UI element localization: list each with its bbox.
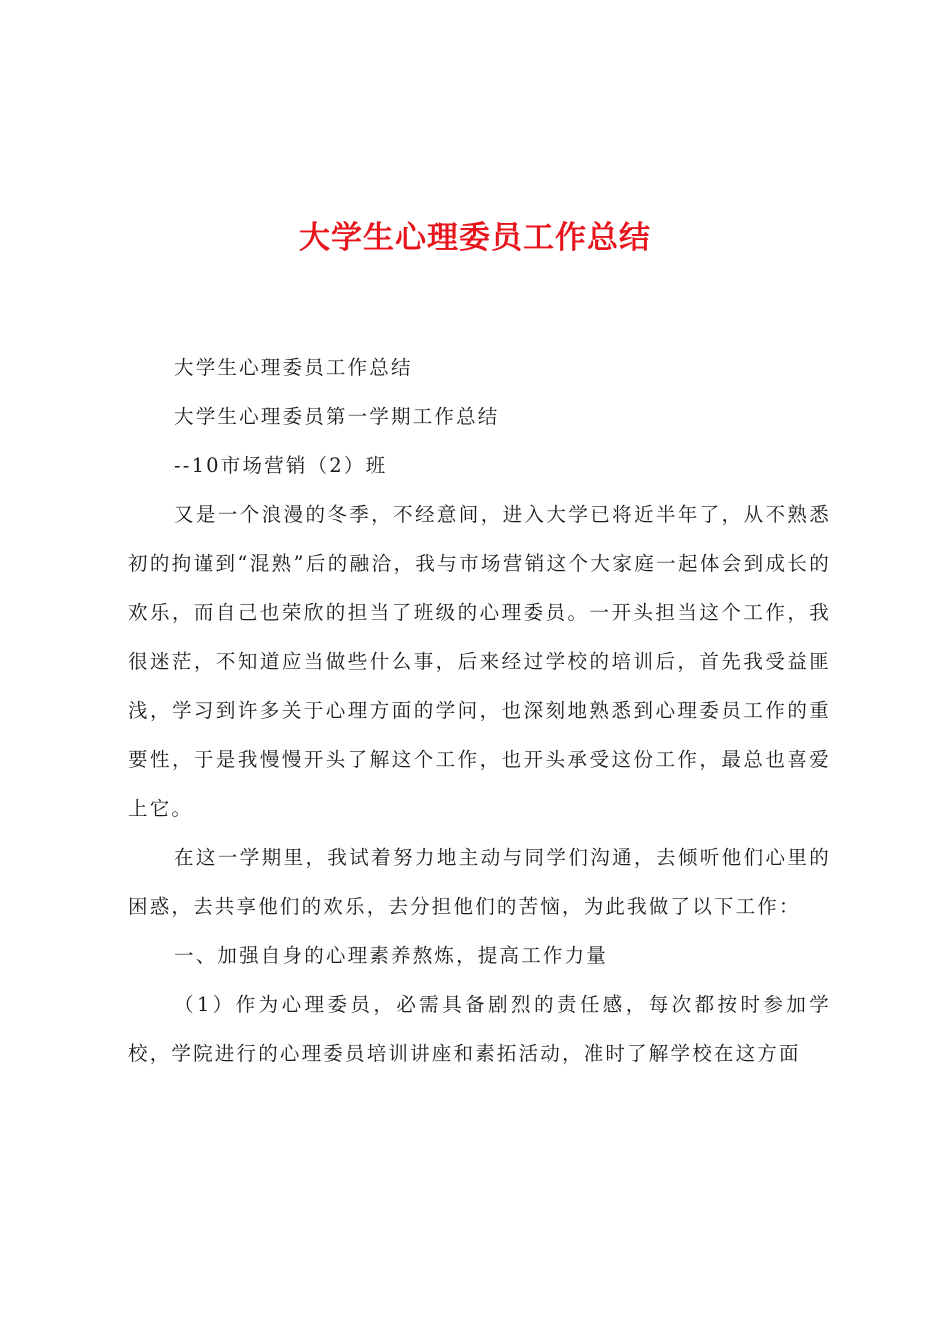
paragraph-term-title: 大学生心理委员第一学期工作总结 bbox=[174, 405, 500, 428]
paragraph-class: --10市场营销（2）班 bbox=[174, 454, 388, 477]
paragraph-item-1: （1）作为心理委员，必需具备剧烈的责任感，每次都按时参加学校，学院进行的心理委员培训讲座和素拓活动，准时了解学校在这方面 bbox=[128, 993, 831, 1065]
paragraph-intro: 又是一个浪漫的冬季，不经意间，进入大学已将近半年了，从不熟悉初的拘谨到“混熟”后的融洽，我与市场营销这个大家庭一起体会到成长的欢乐，而自己也荣欣的担当了班级的心理委员。一开头担当这个工作，我很迷茫，不知道应当做些什么事，后来经过学校的培训后，首先我受益匪浅，学习到许多关于心理方面的学问，也深刻地熟悉到心理委员工作的重要性，于是我慢慢开头了解这个工作，也开头承受这份工作，最总也喜爱上它。 bbox=[128, 503, 831, 820]
paragraph-section-heading: 一、加强自身的心理素养熬炼，提高工作力量 bbox=[174, 944, 609, 967]
paragraph-subtitle: 大学生心理委员工作总结 bbox=[174, 356, 413, 379]
paragraph-semester: 在这一学期里，我试着努力地主动与同学们沟通，去倾听他们心里的困惑，去共享他们的欢乐，去分担他们的苦恼，为此我做了以下工作： bbox=[128, 846, 831, 918]
document-body bbox=[128, 343, 831, 1078]
page-title: 大学生心理委员工作总结 bbox=[299, 220, 651, 256]
